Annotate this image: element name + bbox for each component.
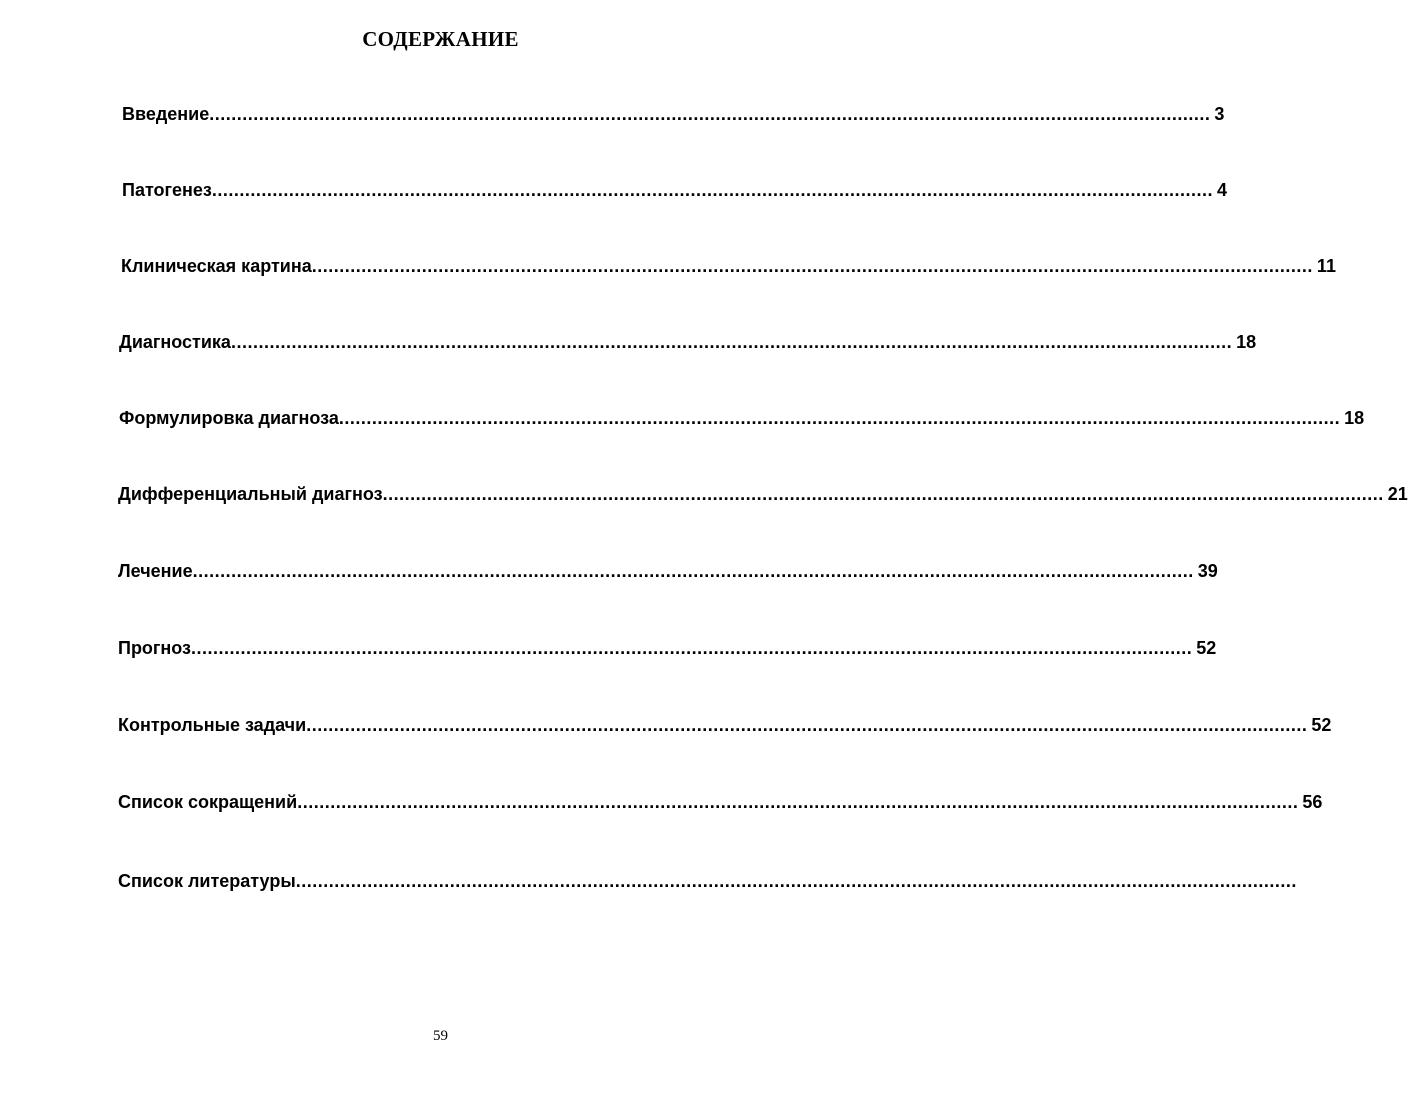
toc-entry-page: 18 xyxy=(1236,332,1257,352)
toc-entry-diagnostics[interactable] xyxy=(119,332,1257,356)
toc-entry-label: Контрольные задачи xyxy=(118,715,307,735)
toc-entry-label: Введение xyxy=(122,104,210,124)
toc-entry-control-tasks[interactable] xyxy=(118,715,1332,739)
toc-entry-page: 3 xyxy=(1214,104,1225,124)
toc-entry-references[interactable] xyxy=(118,871,1297,895)
toc-dot-leader: ...................................................................................................................................................................................... xyxy=(209,104,1211,124)
toc-entry-label: Формулировка диагноза xyxy=(119,408,339,428)
toc-entry-label: Лечение xyxy=(118,561,193,581)
toc-entry-treatment[interactable] xyxy=(118,561,1218,585)
toc-entry-label: Патогенез xyxy=(122,180,212,200)
toc-entry-pathogenesis[interactable] xyxy=(122,180,1228,204)
toc-entry-label: Дифференциальный диагноз xyxy=(118,484,383,504)
toc-entry-label: Клиническая картина xyxy=(121,256,312,276)
toc-entry-page: 21 xyxy=(1387,484,1408,504)
toc-dot-leader: ...................................................................................................................................................................................... xyxy=(306,715,1308,735)
toc-entry-abbreviations[interactable] xyxy=(118,792,1323,816)
toc-dot-leader: ...................................................................................................................................................................................... xyxy=(382,484,1384,504)
toc-entry-page: 4 xyxy=(1217,180,1228,200)
toc-dot-leader: ...................................................................................................................................................................................... xyxy=(338,408,1341,428)
toc-entry-label: Список сокращений xyxy=(118,792,298,812)
toc-entry-page: 18 xyxy=(1344,408,1365,428)
toc-entry-label: Прогноз xyxy=(118,638,192,658)
toc-title: СОДЕРЖАНИЕ xyxy=(362,27,519,51)
toc-entry-introduction[interactable] xyxy=(122,104,1225,128)
toc-dot-leader: ...................................................................................................................................................................................... xyxy=(191,638,1193,658)
toc-dot-leader: ...................................................................................................................................................................................... xyxy=(211,180,1214,200)
toc-entry-clinical-picture[interactable] xyxy=(121,256,1336,280)
toc-dot-leader: ...................................................................................................................................................................................... xyxy=(311,256,1313,276)
toc-entry-diagnosis-formulation[interactable] xyxy=(119,408,1365,432)
toc-dot-leader: ...................................................................................................................................................................................... xyxy=(192,561,1194,581)
toc-entry-page: 56 xyxy=(1302,792,1323,812)
toc-entry-label: Диагностика xyxy=(119,332,231,352)
toc-entry-page: 52 xyxy=(1196,638,1217,658)
toc-dot-leader: ...................................................................................................................................................................................... xyxy=(230,332,1233,352)
toc-dot-leader: ...................................................................................................................................................................................... xyxy=(297,792,1299,812)
toc-entry-differential-diagnosis[interactable] xyxy=(118,484,1408,508)
toc-entry-prognosis[interactable] xyxy=(118,638,1217,662)
toc-entry-label: Список литературы xyxy=(118,871,296,891)
toc-entry-page: 11 xyxy=(1316,256,1336,276)
toc-entry-page: 39 xyxy=(1197,561,1218,581)
toc-entry-page: 52 xyxy=(1311,715,1332,735)
page-number: 59 xyxy=(433,1028,448,1044)
toc-dot-leader: ...................................................................................................................................................................................... xyxy=(295,871,1297,891)
